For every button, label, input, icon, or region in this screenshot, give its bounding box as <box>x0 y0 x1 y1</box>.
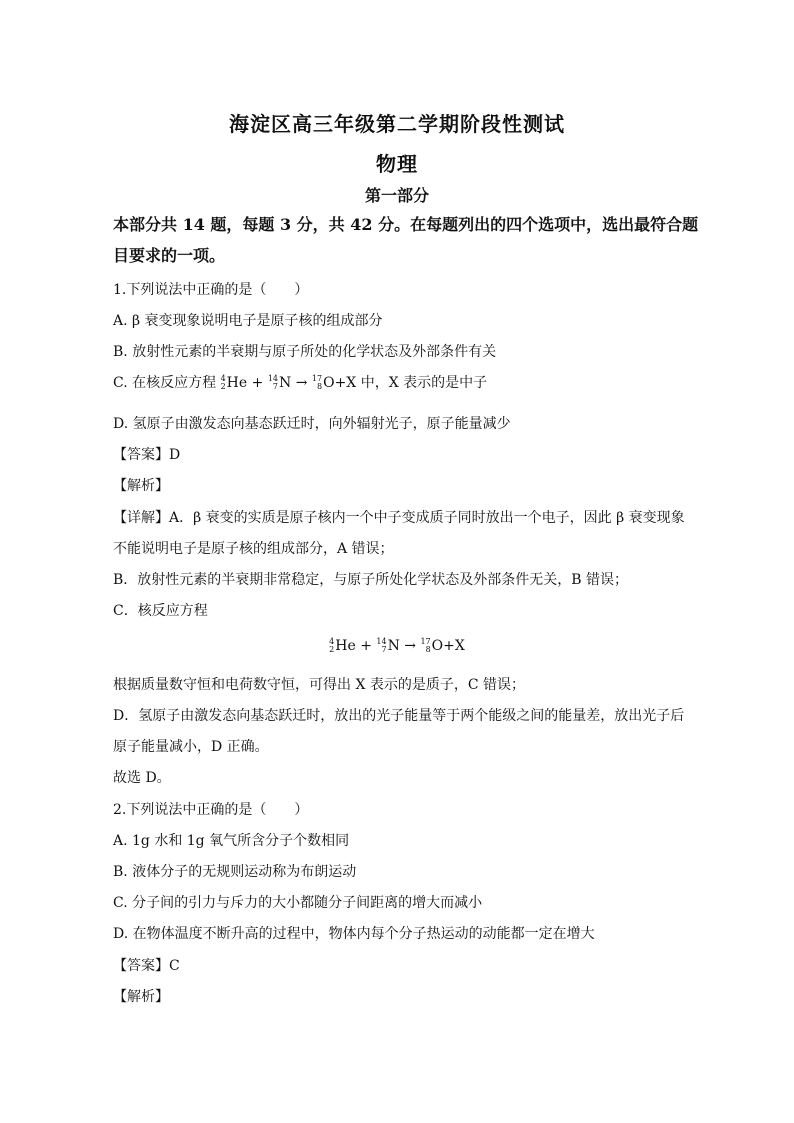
q2-option-b: B. 液体分子的无规则运动称为布朗运动 <box>113 864 357 880</box>
q1-detail-6: 根据质量数守恒和电荷数守恒，可得出 X 表示的是质子，C 错误； <box>113 677 526 693</box>
q2-option-c: C. 分子间的引力与斥力的大小都随分子间距离的增大而减小 <box>113 895 483 911</box>
q1-detail-4: C．核反应方程 <box>113 603 208 619</box>
o-symbol: O <box>323 375 335 391</box>
part-heading: 第一部分 <box>364 186 429 205</box>
n-charge: 7 <box>272 382 278 391</box>
q1-option-d: D. 氢原子由激发态向基态跃迁时，向外辐射光子，原子能量减少 <box>113 416 511 432</box>
q1-answer: 【答案】D <box>113 447 181 463</box>
n-mass: 14 <box>267 374 278 383</box>
eq-he-symbol: He <box>335 638 356 654</box>
q1-option-c-prefix: C. 在核反应方程 <box>113 375 221 391</box>
q2-stem: 2.下列说法中正确的是（ ） <box>113 802 309 818</box>
eq-o-charge: 8 <box>425 645 431 654</box>
eq-o-mass: 17 <box>420 637 431 646</box>
x-term: +X <box>334 375 357 391</box>
q1-option-b: B. 放射性元素的半衰期与原子所处的化学状态及外部条件有关 <box>113 344 497 360</box>
intro-line-2: 目要求的一项。 <box>113 246 226 265</box>
plus-sign: + <box>251 375 264 391</box>
eq-plus-sign: + <box>360 638 372 654</box>
centered-equation <box>0 636 794 656</box>
q2-option-d: D. 在物体温度不断升高的过程中，物体内每个分子热运动的动能都一定在增大 <box>113 926 595 942</box>
q1-detail-3: B．放射性元素的半衰期非常稳定，与原子所处化学状态及外部条件无关，B 错误； <box>113 572 629 588</box>
he-symbol: He <box>226 375 248 391</box>
exam-title: 海淀区高三年级第二学期阶段性测试 <box>229 112 565 136</box>
arrow-icon: → <box>295 375 308 391</box>
eq-o-symbol: O <box>431 638 444 654</box>
o-charge: 8 <box>316 382 323 391</box>
q1-option-a: A. β 衰变现象说明电子是原子核的组成部分 <box>113 313 383 329</box>
eq-x-term: +X <box>443 638 465 654</box>
subject-title: 物理 <box>376 152 418 176</box>
q1-detail-2: 不能说明电子是原子核的组成部分，A 错误； <box>113 541 394 557</box>
q1-option-c-suffix: 中，X 表示的是中子 <box>356 375 488 391</box>
q1-detail-9: 故选 D。 <box>113 770 171 786</box>
intro-line-1: 本部分共 14 题，每题 3 分，共 42 分。在每题列出的四个选项中，选出最符合题 <box>113 215 699 234</box>
q2-option-a: A. 1g 水和 1g 氧气所含分子个数相同 <box>113 833 350 849</box>
he-charge: 2 <box>220 382 226 391</box>
q1-detail-7: D．氢原子由激发态向基态跃迁时，放出的光子能量等于两个能级之间的能量差，放出光子后 <box>113 708 685 724</box>
n-symbol: N <box>279 375 292 391</box>
eq-n-mass: 14 <box>376 637 387 646</box>
he-mass: 4 <box>220 374 226 383</box>
eq-n-symbol: N <box>387 638 400 654</box>
q2-answer: 【答案】C <box>113 958 180 974</box>
q2-analysis: 【解析】 <box>113 989 169 1005</box>
eq-arrow-icon: → <box>404 638 417 654</box>
eq-n-charge: 7 <box>381 645 387 654</box>
eq-he-mass: 4 <box>329 637 335 646</box>
q1-option-c-equation <box>221 375 357 391</box>
o-mass: 17 <box>311 374 323 383</box>
q1-option-c <box>113 373 487 393</box>
q1-detail-1: 【详解】A．β 衰变的实质是原子核内一个中子变成质子同时放出一个电子，因此 β 衰变现象 <box>113 510 685 526</box>
eq-he-charge: 2 <box>329 645 335 654</box>
q1-detail-8: 原子能量减小，D 正确。 <box>113 739 269 755</box>
q1-stem: 1.下列说法中正确的是（ ） <box>113 282 309 298</box>
q1-analysis: 【解析】 <box>113 478 169 494</box>
